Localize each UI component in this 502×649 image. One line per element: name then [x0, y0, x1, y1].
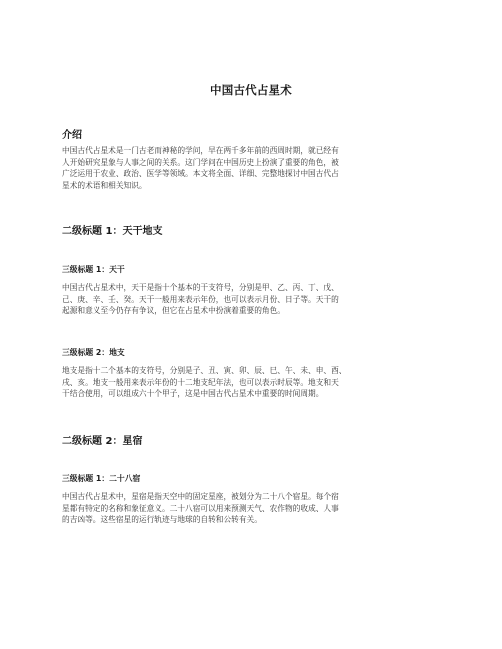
intro-line: 星术的术语和相关知识。: [62, 180, 147, 190]
section1-sub2-heading: 三级标题 2：地支: [62, 348, 125, 357]
document-title: 中国古代占星术: [210, 83, 292, 97]
section2-sub1-line: 星都有特定的名称和象征意义。二十八宿可以用来预测天气、农作物的收成、人事: [62, 503, 339, 513]
section2-heading: 二级标题 2：星宿: [62, 436, 143, 447]
section2-sub1-heading: 三级标题 1：二十八宿: [62, 474, 141, 483]
section1-sub2-line: 地支是指十二个基本的支符号，分别是子、丑、寅、卯、辰、巳、午、未、申、酉、: [62, 366, 347, 375]
intro-line: 广泛运用于农业、政治、医学等领域。本文将全面、详细、完整地探讨中国古代占: [62, 169, 339, 179]
section2-sub1-line: 的吉凶等。这些宿星的运行轨迹与地球的自转和公转有关。: [62, 515, 262, 525]
section1-sub1-line: 己、庚、辛、壬、癸。天干一般用来表示年份，也可以表示月份、日子等。天干的: [62, 294, 339, 304]
intro-line: 人开始研究星象与人事之间的关系。这门学问在中国历史上扮演了重要的角色，被: [62, 157, 339, 167]
intro-heading: 介绍: [62, 130, 82, 141]
section1-sub1-line: 中国古代占星术中，天干是指十个基本的干支符号，分别是甲、乙、丙、丁、戊、: [62, 283, 339, 292]
section1-sub1-paragraph: [62, 282, 440, 317]
section1-heading: 二级标题 1：天干地支: [62, 226, 163, 237]
section1-sub1-line: 起源和意义至今仍存有争议，但它在占星术中扮演着重要的角色。: [62, 306, 285, 316]
section1-sub1-heading: 三级标题 1：天干: [62, 265, 125, 274]
section1-sub2-line: 干结合使用，可以组成六十个甲子，这是中国古代占星术中重要的时间周期。: [62, 389, 324, 399]
section2-sub1-paragraph: [62, 491, 440, 526]
intro-paragraph: [62, 145, 440, 191]
section1-sub2-paragraph: [62, 365, 440, 400]
section2-sub1-line: 中国古代占星术中，星宿是指天空中的固定星座，被划分为二十八个宿星。每个宿: [62, 492, 339, 501]
intro-line: 中国古代占星术是一门古老而神秘的学问，早在两千多年前的西周时期，就已经有: [62, 146, 339, 155]
section1-sub2-line: 戌、亥。地支一般用来表示年份的十二地支纪年法，也可以表示时辰等。地支和天: [62, 377, 339, 387]
